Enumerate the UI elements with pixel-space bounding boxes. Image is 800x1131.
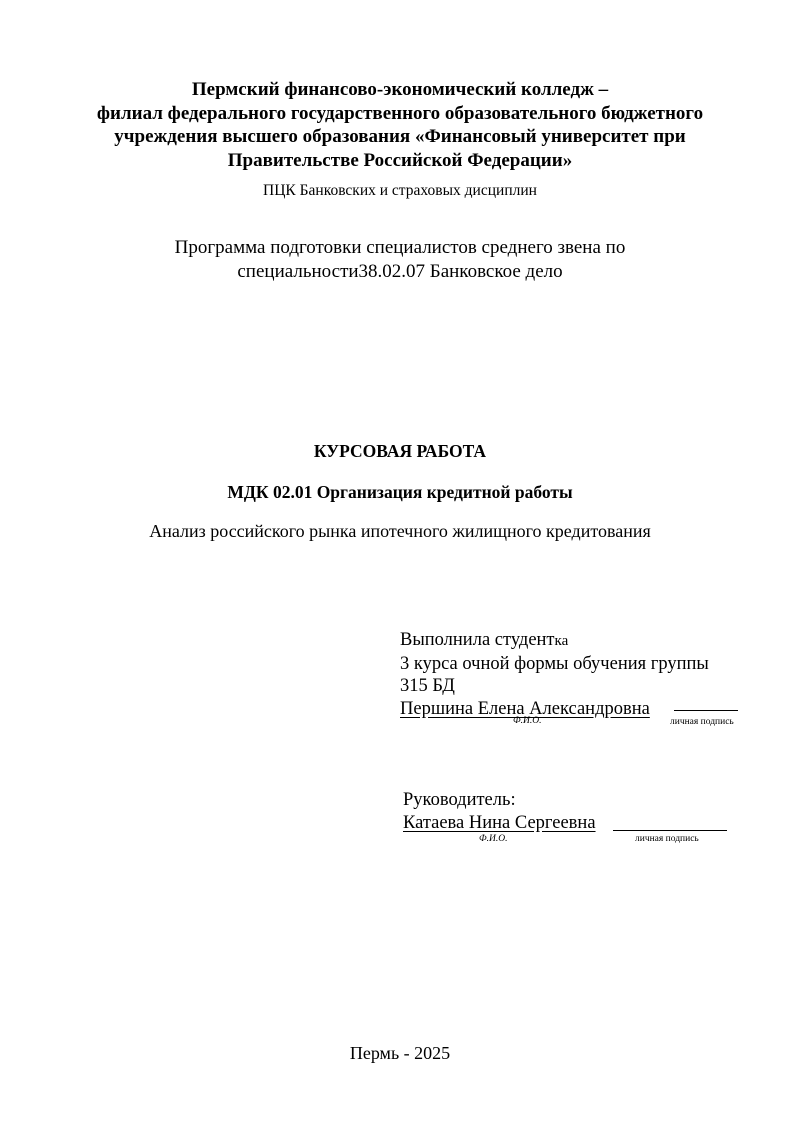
student-name-line	[400, 698, 709, 721]
supervisor-fio-caption: Ф.И.О.	[479, 834, 508, 844]
institution-line-3: учреждения высшего образования «Финансовый университет при	[114, 126, 686, 147]
supervisor-signature-caption: личная подпись	[635, 834, 699, 844]
supervisor-label: Руководитель:	[403, 790, 516, 810]
work-title: КУРСОВАЯ РАБОТА	[313, 441, 487, 461]
institution-line-1: Пермский финансово-экономический колледж –	[191, 79, 609, 100]
institution-line-4: Правительстве Российской Федерации»	[227, 149, 573, 171]
supervisor-block	[403, 789, 596, 834]
department-name: ПЦК Банковских и страховых дисциплин	[263, 182, 537, 199]
supervisor-name: Катаева Нина Сергеевна	[403, 812, 596, 833]
student-label: Выполнила студент	[400, 630, 555, 650]
program-line-2: специальности38.02.07 Банковское дело	[237, 260, 563, 282]
student-line-2: 3 курса очной формы обучения группы	[400, 653, 709, 674]
supervisor-name-line	[403, 812, 596, 835]
student-fio-caption: Ф.И.О.	[513, 716, 542, 726]
student-label-suffix: ка	[554, 633, 569, 649]
student-signature-line	[674, 710, 738, 711]
program-line-1: Программа подготовки специалистов среднего звена по	[174, 237, 626, 258]
student-name: Першина Елена Александровна	[400, 698, 650, 719]
program-block	[0, 236, 800, 283]
student-block	[400, 629, 709, 720]
discipline-title: МДК 02.01 Организация кредитной работы	[227, 482, 573, 502]
institution-header	[0, 78, 800, 172]
institution-line-2: филиал федерального государственного образовательного бюджетного	[96, 102, 704, 124]
topic-title: Анализ российского рынка ипотечного жилищного кредитования	[149, 521, 651, 541]
student-line-1	[400, 629, 709, 653]
student-signature-caption: личная подпись	[670, 717, 734, 727]
student-group: 315 БД	[400, 676, 455, 696]
city-year: Пермь - 2025	[349, 1043, 451, 1063]
supervisor-signature-line	[613, 830, 727, 831]
